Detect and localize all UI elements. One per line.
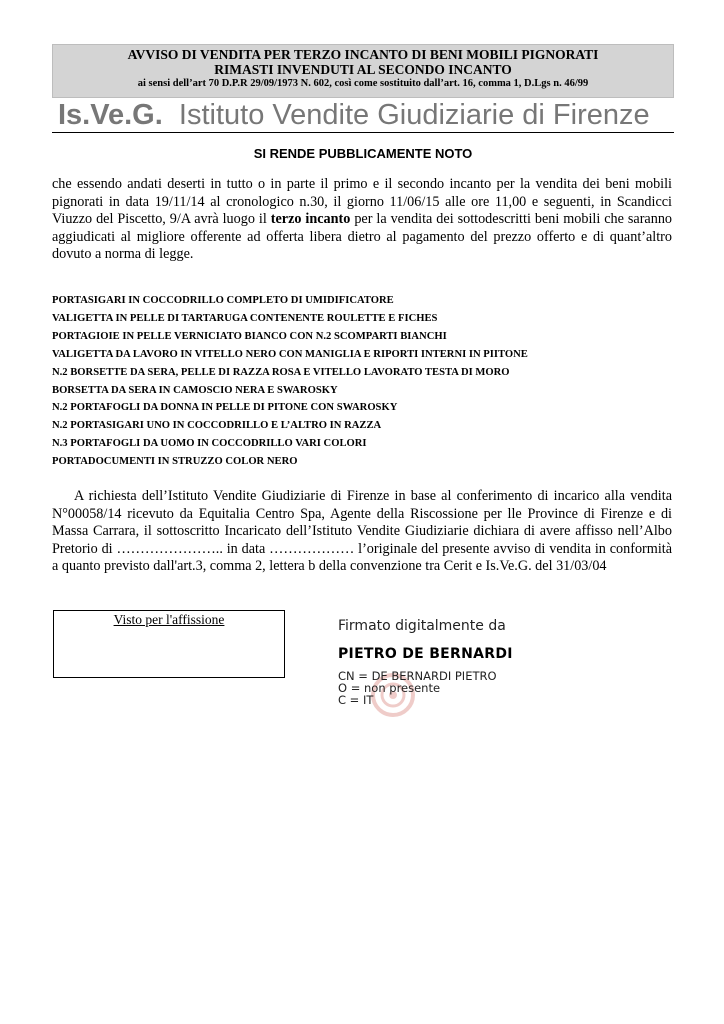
signature-country: C = IT bbox=[338, 693, 374, 707]
digital-signature-block bbox=[338, 616, 598, 706]
signature-caption: Firmato digitalmente da bbox=[338, 618, 506, 634]
list-item: N.2 PORTAFOGLI DA DONNA IN PELLE DI PITONE CON SWAROSKY bbox=[52, 402, 398, 414]
signer-name: PIETRO DE BERNARDI bbox=[338, 646, 513, 662]
notice-header bbox=[52, 44, 674, 98]
intro-text-bold: terzo incanto bbox=[270, 211, 351, 227]
intro-text-before: che essendo andati deserti in tutto o in parte il primo e il secondo incanto per la vendita dei beni mobili pignorati in data 19/11/14 al cronologico n.30, il giorno 11/06/15 alle ore 11,00 e seguenti, in Scandicci Viuzzo del Piscetto, 9/A avrà luogo il bbox=[52, 176, 672, 227]
list-item: N.2 BORSETTE DA SERA, PELLE DI RAZZA ROSA E VITELLO LAVORATO TESTA DI MORO bbox=[52, 366, 510, 378]
intro-paragraph bbox=[52, 176, 672, 264]
institute-brand bbox=[58, 98, 678, 132]
header-title-line1: AVVISO DI VENDITA PER TERZO INCANTO DI BENI MOBILI PIGNORATI bbox=[127, 47, 599, 62]
list-item: VALIGETTA IN PELLE DI TARTARUGA CONTENENTE ROULETTE E FICHES bbox=[52, 312, 438, 324]
brand-abbreviation: Is.Ve.G. bbox=[58, 99, 163, 131]
list-item: N.2 PORTASIGARI UNO IN COCCODRILLO E L’ALTRO IN RAZZA bbox=[52, 420, 382, 432]
brand-name: Istituto Vendite Giudiziarie di Firenze bbox=[178, 99, 650, 131]
posting-stamp-box bbox=[53, 610, 285, 678]
closing-paragraph: A richiesta dell’Istituto Vendite Giudiziarie di Firenze in base al conferimento di incarico alla vendita N°00058/14 ricevuto da Equitalia Centro Spa, Agente della Riscossione per lle Province di Firenze e di Massa Carrara, il sottoscritto Incaricato dell’Istituto Vendite Giudiziarie dichiara di avere affisso nell’Albo Pretorio di ………………….. in data ……………… l’originale del presente avviso di vendita in conformità a quanto previsto dall'art.3, comma 2, lettera b della convenzione tra Cerit e Is.Ve.G. del 31/03/04 bbox=[52, 488, 672, 574]
list-item: N.3 PORTAFOGLI DA UOMO IN COCCODRILLO VARI COLORI bbox=[52, 438, 367, 450]
list-item: VALIGETTA DA LAVORO IN VITELLO NERO CON MANIGLIA E RIPORTI INTERNI IN PIITONE bbox=[52, 348, 528, 360]
list-item: PORTADOCUMENTI IN STRUZZO COLOR NERO bbox=[52, 456, 298, 468]
signature-organization: O = non presente bbox=[338, 681, 441, 695]
goods-list bbox=[52, 292, 672, 471]
header-legal-reference: ai sensi dell’art 70 D.P.R 29/09/1973 N. 602, così come sostituito dall’art. 16, comma 1, D.Lgs n. 46/99 bbox=[137, 78, 589, 89]
list-item: BORSETTA DA SERA IN CAMOSCIO NERA E SWAROSKY bbox=[52, 384, 338, 396]
signature-cn: CN = DE BERNARDI PIETRO bbox=[338, 669, 497, 683]
intro-text-after: per la vendita dei sottodescritti beni mobili che saranno aggiudicati al migliore offerente ad offerta libera dietro al pagamento del prezzo offerto e di quant’altro dovuto a norma di legge. bbox=[52, 211, 673, 262]
list-item: PORTASIGARI IN COCCODRILLO COMPLETO DI UMIDIFICATORE bbox=[52, 295, 394, 306]
notice-title: SI RENDE PUBBLICAMENTE NOTO bbox=[253, 146, 473, 161]
brand-divider bbox=[52, 132, 674, 133]
list-item: PORTAGIOIE IN PELLE VERNICIATO BIANCO CON N.2 SCOMPARTI BIANCHI bbox=[52, 330, 447, 342]
header-title-line2: RIMASTI INVENDUTI AL SECONDO INCANTO bbox=[214, 62, 512, 77]
posting-stamp-label: Visto per l'affissione bbox=[113, 612, 225, 627]
